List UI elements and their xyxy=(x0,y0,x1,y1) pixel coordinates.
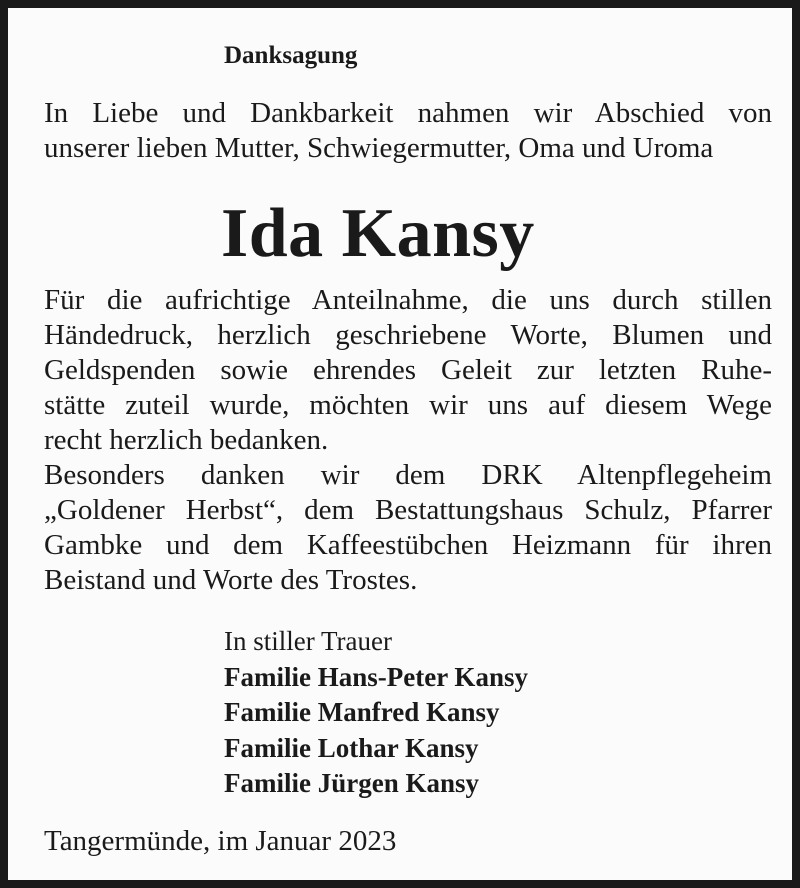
intro-line: In Liebe und Dankbarkeit nahmen wir Abschied von xyxy=(44,97,772,129)
body-line: stätte zuteil wurde, möchten wir uns auf diesem Wege xyxy=(44,389,772,421)
body-line: „Goldener Herbst“, dem Bestattungshaus Schulz, Pfarrer xyxy=(44,494,772,526)
intro-text xyxy=(44,96,772,166)
deceased-name: Ida Kansy xyxy=(221,195,535,272)
notice-heading: Danksagung xyxy=(224,42,358,69)
family-name: Familie Jürgen Kansy xyxy=(224,768,479,798)
family-name: Familie Lothar Kansy xyxy=(224,732,479,763)
signoff-block xyxy=(224,624,528,802)
thanks-text xyxy=(44,283,772,598)
body-line: recht herzlich bedanken. xyxy=(44,424,329,456)
family-name: Familie Hans-Peter Kansy xyxy=(224,661,528,692)
place-date: Tangermünde, im Januar 2023 xyxy=(44,825,397,857)
body-line: Für die aufrichtige Anteilnahme, die uns durch stillen xyxy=(44,284,772,316)
body-line: Beistand und Worte des Trostes. xyxy=(44,564,418,596)
family-name: Familie Manfred Kansy xyxy=(224,697,500,727)
body-line: Händedruck, herzlich geschriebene Worte, Blumen und xyxy=(44,319,772,351)
body-line: Gambke und dem Kaffeestübchen Heizmann für ihren xyxy=(44,529,772,561)
signoff-lead: In stiller Trauer xyxy=(224,626,392,656)
intro-line: unserer lieben Mutter, Schwiegermutter, Oma und Uroma xyxy=(44,132,714,164)
body-line: Geldspenden sowie ehrendes Geleit zur letzten Ruhe- xyxy=(44,354,772,386)
body-line: Besonders danken wir dem DRK Altenpflegeheim xyxy=(44,459,772,491)
